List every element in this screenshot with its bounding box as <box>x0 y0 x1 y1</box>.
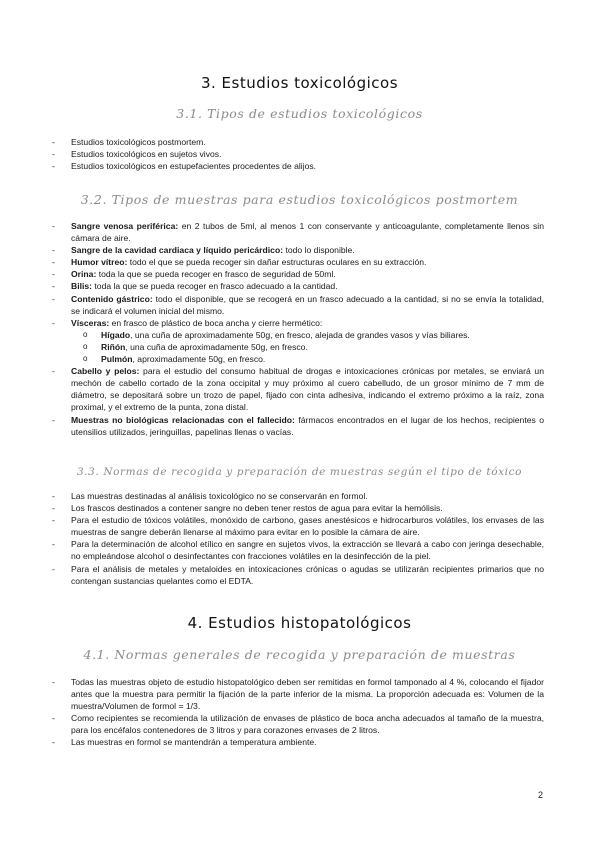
list-item: - Cabello y pelos: para el estudio del consumo habitual de drogas e intoxicaciones crónicas por metales, se enviará un mechón de cabello cortado de la zona occipital y muy próximo al cuero cabelludo, de un grosor mínimo de 7 mm de diámetro, se depositará sobre un trozo de papel, fijado con cinta adhesiva, indicando el extremo próximo a la raíz, zona proximal, y el extremo de la punta, zona distal. <box>52 366 544 413</box>
list-item: - Los frascos destinados a contener sangre no deben tener restos de agua para evitar la hemólisis. <box>52 503 443 514</box>
list-item: - Contenido gástrico: todo el disponible, que se recogerá en un frasco adecuado a la cantidad, si no se envía la totalidad, se indicará el volumen inicial del mismo. <box>52 293 544 316</box>
list-item: - Muestras no biológicas relacionadas con el fallecido: fármacos encontrados en el lugar de los hechos, recipientes o utensilios utilizados, jeringuillas, papelinas llenas o vacías. <box>52 414 544 437</box>
list-item: - Vísceras: en frasco de plástico de boca ancha y cierre hermético: o Hígado, una cuña de aproximadamente 50g, en fresco, alejada de grandes vasos y vías biliares. o Riñón, una cuña de aproximadamente 50g, en fresco. o Pulmón, aproximadamente 50g, en fresco. <box>60 317 544 365</box>
page-number: 2 <box>537 790 543 800</box>
list-item: - Para el análisis de metales y metaloides en intoxicaciones crónicas o agudas se utilizarán recipientes primarios que no contengan sustancias quelantes como el EDTA. <box>52 563 544 586</box>
list-item: - Orina: toda la que se pueda recoger en frasco de seguridad de 50ml. <box>52 269 336 280</box>
sublist-item: o Riñón, una cuña de aproximadamente 50g, en fresco. <box>83 341 308 352</box>
list-item: - Sangre venosa periférica: en 2 tubos de 5ml, al menos 1 con conservante y anticoagulante, completamente llenos sin cámara de aire. <box>52 221 544 244</box>
list-item: - Todas las muestras objeto de estudio histopatológico deben ser remitidas en formol tamponado al 4 %, colocando el fijador antes que la muestra para permitir la fijación de la parte inferior de la misma. La proporción adecuada es: Volumen de la muestra/Volumen de formol = 1/3. <box>52 677 544 712</box>
list-4-1 <box>52 676 544 749</box>
list-item: - Estudios toxicológicos en sujetos vivos. <box>52 149 222 160</box>
section-4-title: 4. Estudios histopatológicos <box>187 614 412 632</box>
list-item: - Las muestras en formol se mantendrán a temperatura ambiente. <box>52 737 317 748</box>
list-3-1 <box>52 136 544 172</box>
list-item: - Como recipientes se recomienda la utilización de envases de plástico de boca ancha adecuados al tamaño de la muestra, para los encéfalos contenedores de 3 litros y para corazones envases de 2 litros. <box>52 713 544 736</box>
sublist-item: o Pulmón, aproximadamente 50g, en fresco. <box>83 354 266 365</box>
list-3-3 <box>52 490 544 587</box>
list-item: - Estudios toxicológicos postmortem. <box>52 137 206 147</box>
circle-bullet-icon: o <box>83 329 88 339</box>
list-item: - Bilis: toda la que se pueda recoger en frasco adecuado a la cantidad. <box>52 281 338 292</box>
list-item: - Humor vítreo: todo el que se pueda recoger sin dañar estructuras oculares en su extracción. <box>52 257 427 268</box>
list-item: - Para el estudio de tóxicos volátiles, monóxido de carbono, gases anestésicos e hidrocarburos volátiles, los envases de las muestras de sangre deberán llenarse al máximo para evitar en lo posible la cámara de aire. <box>52 515 544 538</box>
list-item: - Estudios toxicológicos en estupefacientes procedentes de alijos. <box>52 161 317 172</box>
list-item: - Sangre de la cavidad cardiaca y líquido pericárdico: todo lo disponible. <box>52 245 355 256</box>
section-3-title: 3. Estudios toxicológicos <box>200 74 399 92</box>
visceras-sublist <box>71 329 544 365</box>
list-item: - Las muestras destinadas al análisis toxicológico no se conservarán en formol. <box>52 491 368 501</box>
subsection-3-1-title: 3.1. Tipos de estudios toxicológicos <box>176 106 423 121</box>
subsection-3-2-title: 3.2. Tipos de muestras para estudios toxicológicos postmortem <box>80 192 519 207</box>
circle-bullet-icon: o <box>83 354 88 364</box>
sublist-item: o Hígado, una cuña de aproximadamente 50g, en fresco, alejada de grandes vasos y vías biliares. <box>83 329 470 340</box>
circle-bullet-icon: o <box>83 341 88 351</box>
subsection-3-3-title: 3.3. Normas de recogida y preparación de muestras según el tipo de tóxico <box>76 466 523 478</box>
list-3-2 <box>52 220 544 438</box>
list-item: - Para la determinación de alcohol etílico en sangre en sujetos vivos, la extracción se llevará a cabo con jeringa desechable, no empleándose alcohol o desinfectantes con fracciones volátiles en la desinfección de la piel. <box>52 539 544 562</box>
subsection-4-1-title: 4.1. Normas generales de recogida y preparación de muestras <box>83 647 516 662</box>
